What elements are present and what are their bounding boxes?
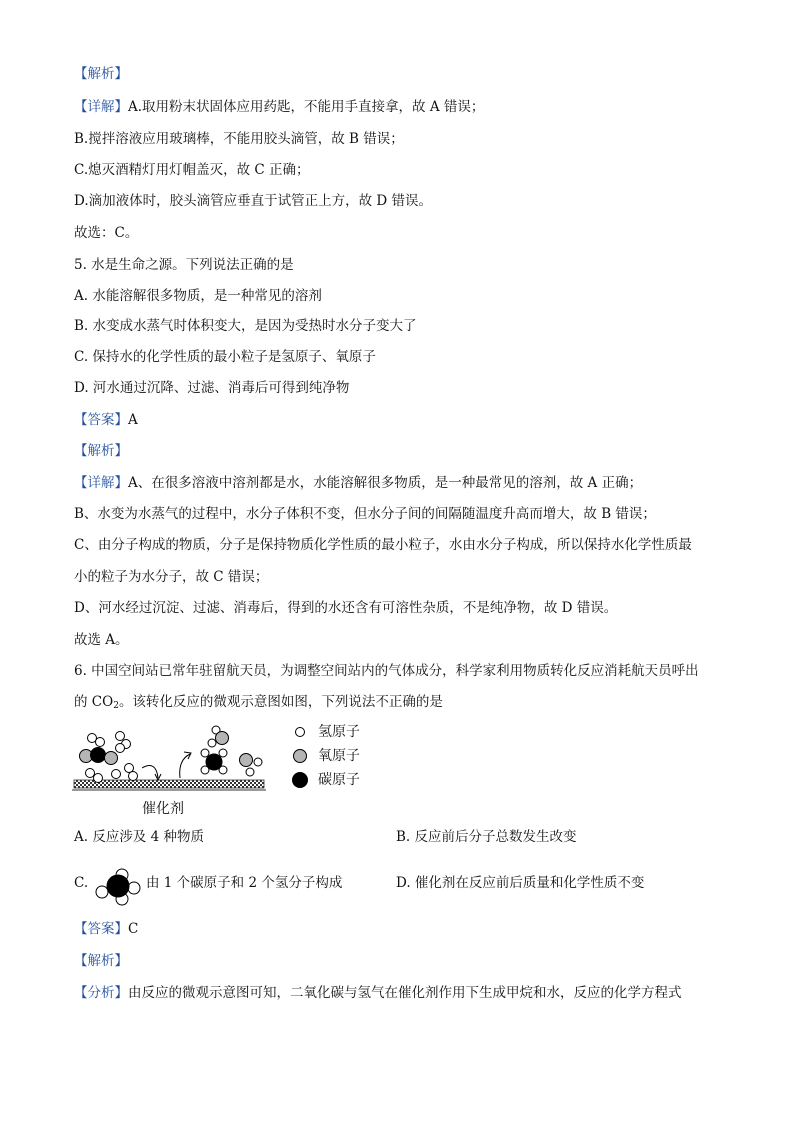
legend-oxygen <box>290 744 410 768</box>
legend-carbon-label: 碳原子 <box>318 772 360 788</box>
answer-tag: 【答案】 <box>74 412 128 428</box>
q4-detail-c: C.熄灭酒精灯用灯帽盖灭，故 C 正确； <box>74 162 310 178</box>
h2o-molecule <box>240 754 263 777</box>
q4-detail-d: D.滴加液体时，胶头滴管应垂直于试管正上方，故 D 错误。 <box>74 193 433 209</box>
q6-option-c-letter: C. <box>74 875 89 891</box>
q5-option-d: D. 河水通过沉降、过滤、消毒后可得到纯净物 <box>74 380 350 396</box>
q4-detail-b: B.搅拌溶液应用玻璃棒，不能用胶头滴管，故 B 错误； <box>74 131 404 147</box>
q5-choice: 故选 A。 <box>74 632 129 648</box>
q5-stem: 5. 水是生命之源。下列说法正确的是 <box>74 257 294 273</box>
answer-value: C <box>128 921 139 937</box>
q5-detail-a <box>74 473 642 493</box>
q6-stem-line1: 6. 中国空间站已常年驻留航天员，为调整空间站内的气体成分，科学家利用物质转化反应消耗航天员呼出 <box>74 663 699 679</box>
q6-option-a: A. 反应涉及 4 种物质 <box>74 829 205 845</box>
q5-option-b: B. 水变成水蒸气时体积变大，是因为受热时水分子变大了 <box>74 318 417 334</box>
q6-option-b: B. 反应前后分子总数发生改变 <box>396 829 577 845</box>
h2o-molecule <box>208 726 229 747</box>
ch4-molecule-icon <box>94 866 142 910</box>
q5-answer <box>74 410 138 430</box>
q6-option-d: D. 催化剂在反应前后质量和化学性质不变 <box>396 875 645 891</box>
q5-option-c: C. 保持水的化学性质的最小粒子是氢原子、氧原子 <box>74 349 376 365</box>
legend-hydrogen-label: 氢原子 <box>318 724 360 740</box>
q4-detail-a <box>74 97 484 117</box>
legend-oxygen-label: 氧原子 <box>318 748 360 764</box>
q5-option-a: A. 水能溶解很多物质，是一种常见的溶剂 <box>74 288 322 304</box>
q5-detail-b: B、水变为水蒸气的过程中，水分子体积不变，但水分子间的间隔随温度升高而增大，故 B 错误； <box>74 506 656 522</box>
catalyst-label: 催化剂 <box>142 801 184 817</box>
co2-subscript: 2 <box>113 701 119 711</box>
q6-stem-post: 。该转化反应的微观示意图如图，下列说法不正确的是 <box>118 694 443 710</box>
q6-answer <box>74 919 138 939</box>
oxygen-atom-icon <box>290 746 310 766</box>
q6-analysis <box>74 983 682 1003</box>
catalyst-surface <box>74 780 264 788</box>
detail-tag: 【详解】 <box>74 99 128 115</box>
atom-legend <box>290 720 410 792</box>
q4-choice: 故选：C。 <box>74 225 139 241</box>
q6-stem-line2 <box>74 692 443 716</box>
q5-detail-c2: 小的粒子为水分子，故 C 错误； <box>74 569 269 585</box>
q4-detail-a-text: A.取用粉末状固体应用药匙，不能用手直接拿，故 A 错误； <box>128 99 485 115</box>
answer-value: A <box>128 412 138 428</box>
q5-detail-a-text: A、在很多溶液中溶剂都是水，水能溶解很多物质，是一种最常见的溶剂，故 A 正确； <box>128 475 643 491</box>
ch4-molecule <box>201 749 227 774</box>
q6-option-c-text: 由 1 个碳原子和 2 个氢分子构成 <box>146 875 343 891</box>
analysis-tag: 【分析】 <box>74 985 128 1001</box>
legend-carbon <box>290 768 410 792</box>
jiexi-tag: 【解析】 <box>74 443 128 459</box>
q6-analysis-text: 由反应的微观示意图可知，二氧化碳与氢气在催化剂作用下生成甲烷和水，反应的化学方程式 <box>128 985 682 1001</box>
jiexi-tag: 【解析】 <box>74 66 128 82</box>
q6-stem-pre: 的 CO <box>74 694 114 710</box>
legend-hydrogen <box>290 720 410 744</box>
q5-detail-d: D、河水经过沉淀、过滤、消毒后，得到的水还含有可溶性杂质，不是纯净物，故 D 错误。 <box>74 600 618 616</box>
jiexi-tag: 【解析】 <box>74 953 128 969</box>
hydrogen-atom-icon <box>290 722 310 742</box>
answer-tag: 【答案】 <box>74 921 128 937</box>
co2-molecule <box>80 747 118 765</box>
detail-tag: 【详解】 <box>74 475 128 491</box>
q5-detail-c1: C、由分子构成的物质，分子是保持物质化学性质的最小粒子，水由水分子构成，所以保持水化学性质最 <box>74 537 692 553</box>
carbon-atom-icon <box>290 770 310 790</box>
